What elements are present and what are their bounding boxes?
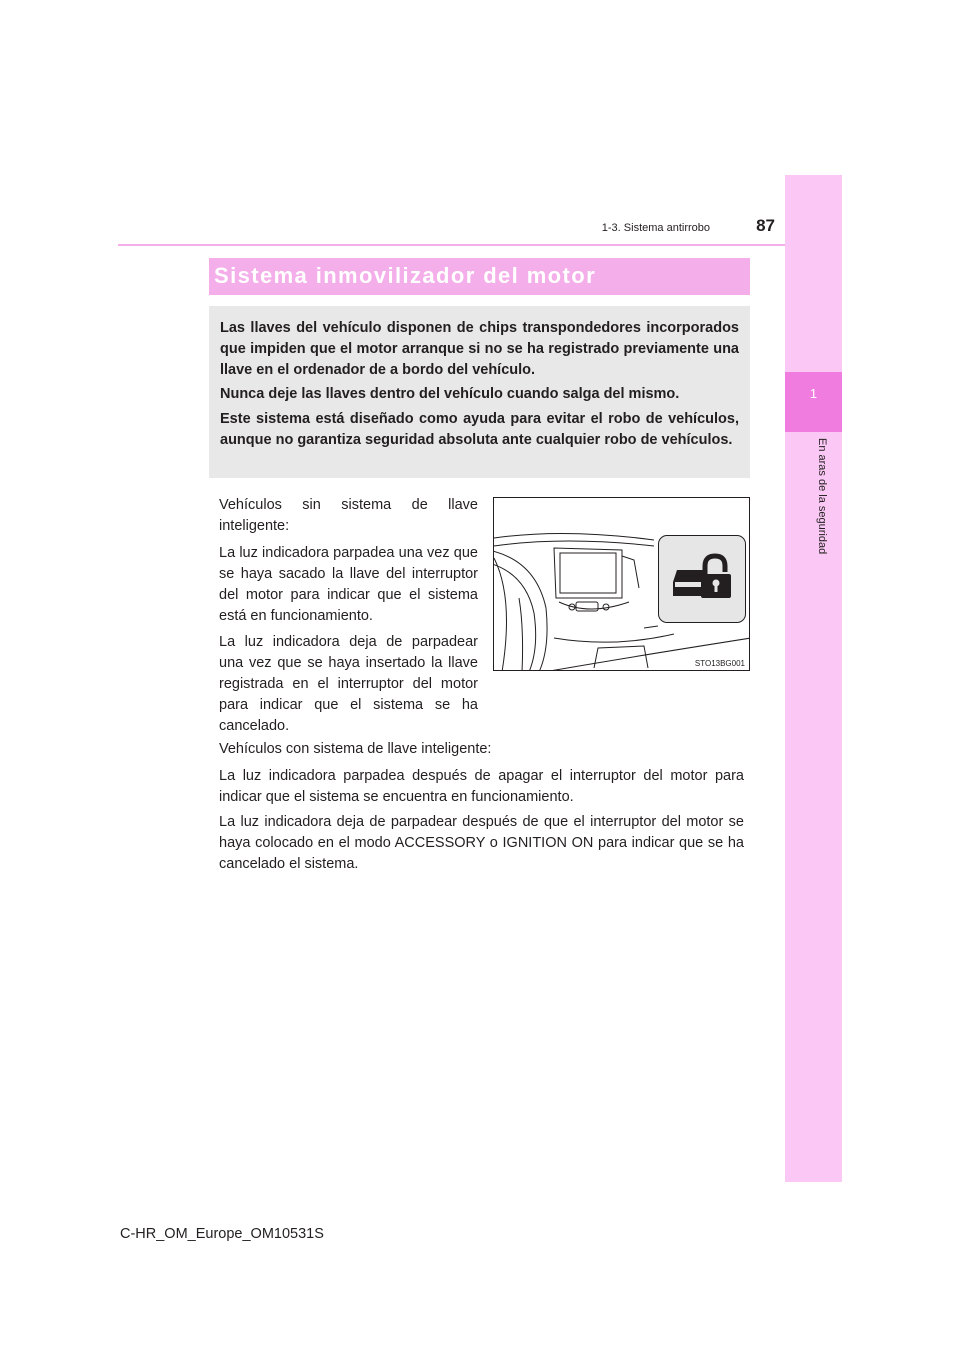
chapter-number-marker (785, 372, 842, 432)
intro-paragraph: Las llaves del vehículo disponen de chips transpondedores incorporados que impiden que el motor arranque si no se ha registrado previamente una llave en el ordenador de a bordo del vehículo. (220, 320, 739, 378)
intro-paragraph: Este sistema está diseñado como ayuda para evitar el robo de vehículos, aunque no garantiza seguridad absoluta ante cualquier robo de vehículos. (220, 411, 739, 448)
body-paragraph: La luz indicadora parpadea después de apagar el interruptor del motor para indicar que el sistema se encuentra en funcionamiento. (219, 768, 744, 805)
body-paragraph: Vehículos con sistema de llave inteligente: (219, 741, 492, 757)
document-code: C-HR_OM_Europe_OM10531S (120, 1226, 324, 1242)
security-indicator-lock-icon (659, 536, 744, 621)
body-paragraph: Vehículos sin sistema de llave inteligente: (219, 497, 478, 534)
page-title: Sistema inmovilizador del motor (214, 263, 597, 288)
chapter-side-tab (785, 175, 842, 1182)
page-number: 87 (756, 216, 775, 235)
dashboard-illustration (493, 497, 750, 671)
chapter-title: En aras de la seguridad (816, 438, 828, 555)
figure-code: STO13BG001 (694, 659, 745, 668)
section-heading: 1-3. Sistema antirrobo (601, 222, 710, 234)
immobilizer-indicator (658, 535, 746, 623)
header-rule (118, 244, 785, 246)
intro-box (209, 306, 750, 478)
body-paragraph: La luz indicadora parpadea una vez que se haya sacado la llave del interruptor del motor para indicar que el sistema está en funcionamiento. (219, 545, 478, 624)
intro-paragraph: Nunca deje las llaves dentro del vehículo cuando salga del mismo. (220, 386, 680, 402)
body-paragraph: La luz indicadora deja de parpadear una vez que se haya insertado la llave registrada en el interruptor del motor para indicar que el sistema se ha cancelado. (219, 634, 478, 734)
chapter-number: 1 (809, 386, 818, 401)
body-paragraph: La luz indicadora deja de parpadear después de que el interruptor del motor se haya colocado en el modo ACCESSORY o IGNITION ON para indicar que se ha cancelado el sistema. (219, 814, 744, 872)
